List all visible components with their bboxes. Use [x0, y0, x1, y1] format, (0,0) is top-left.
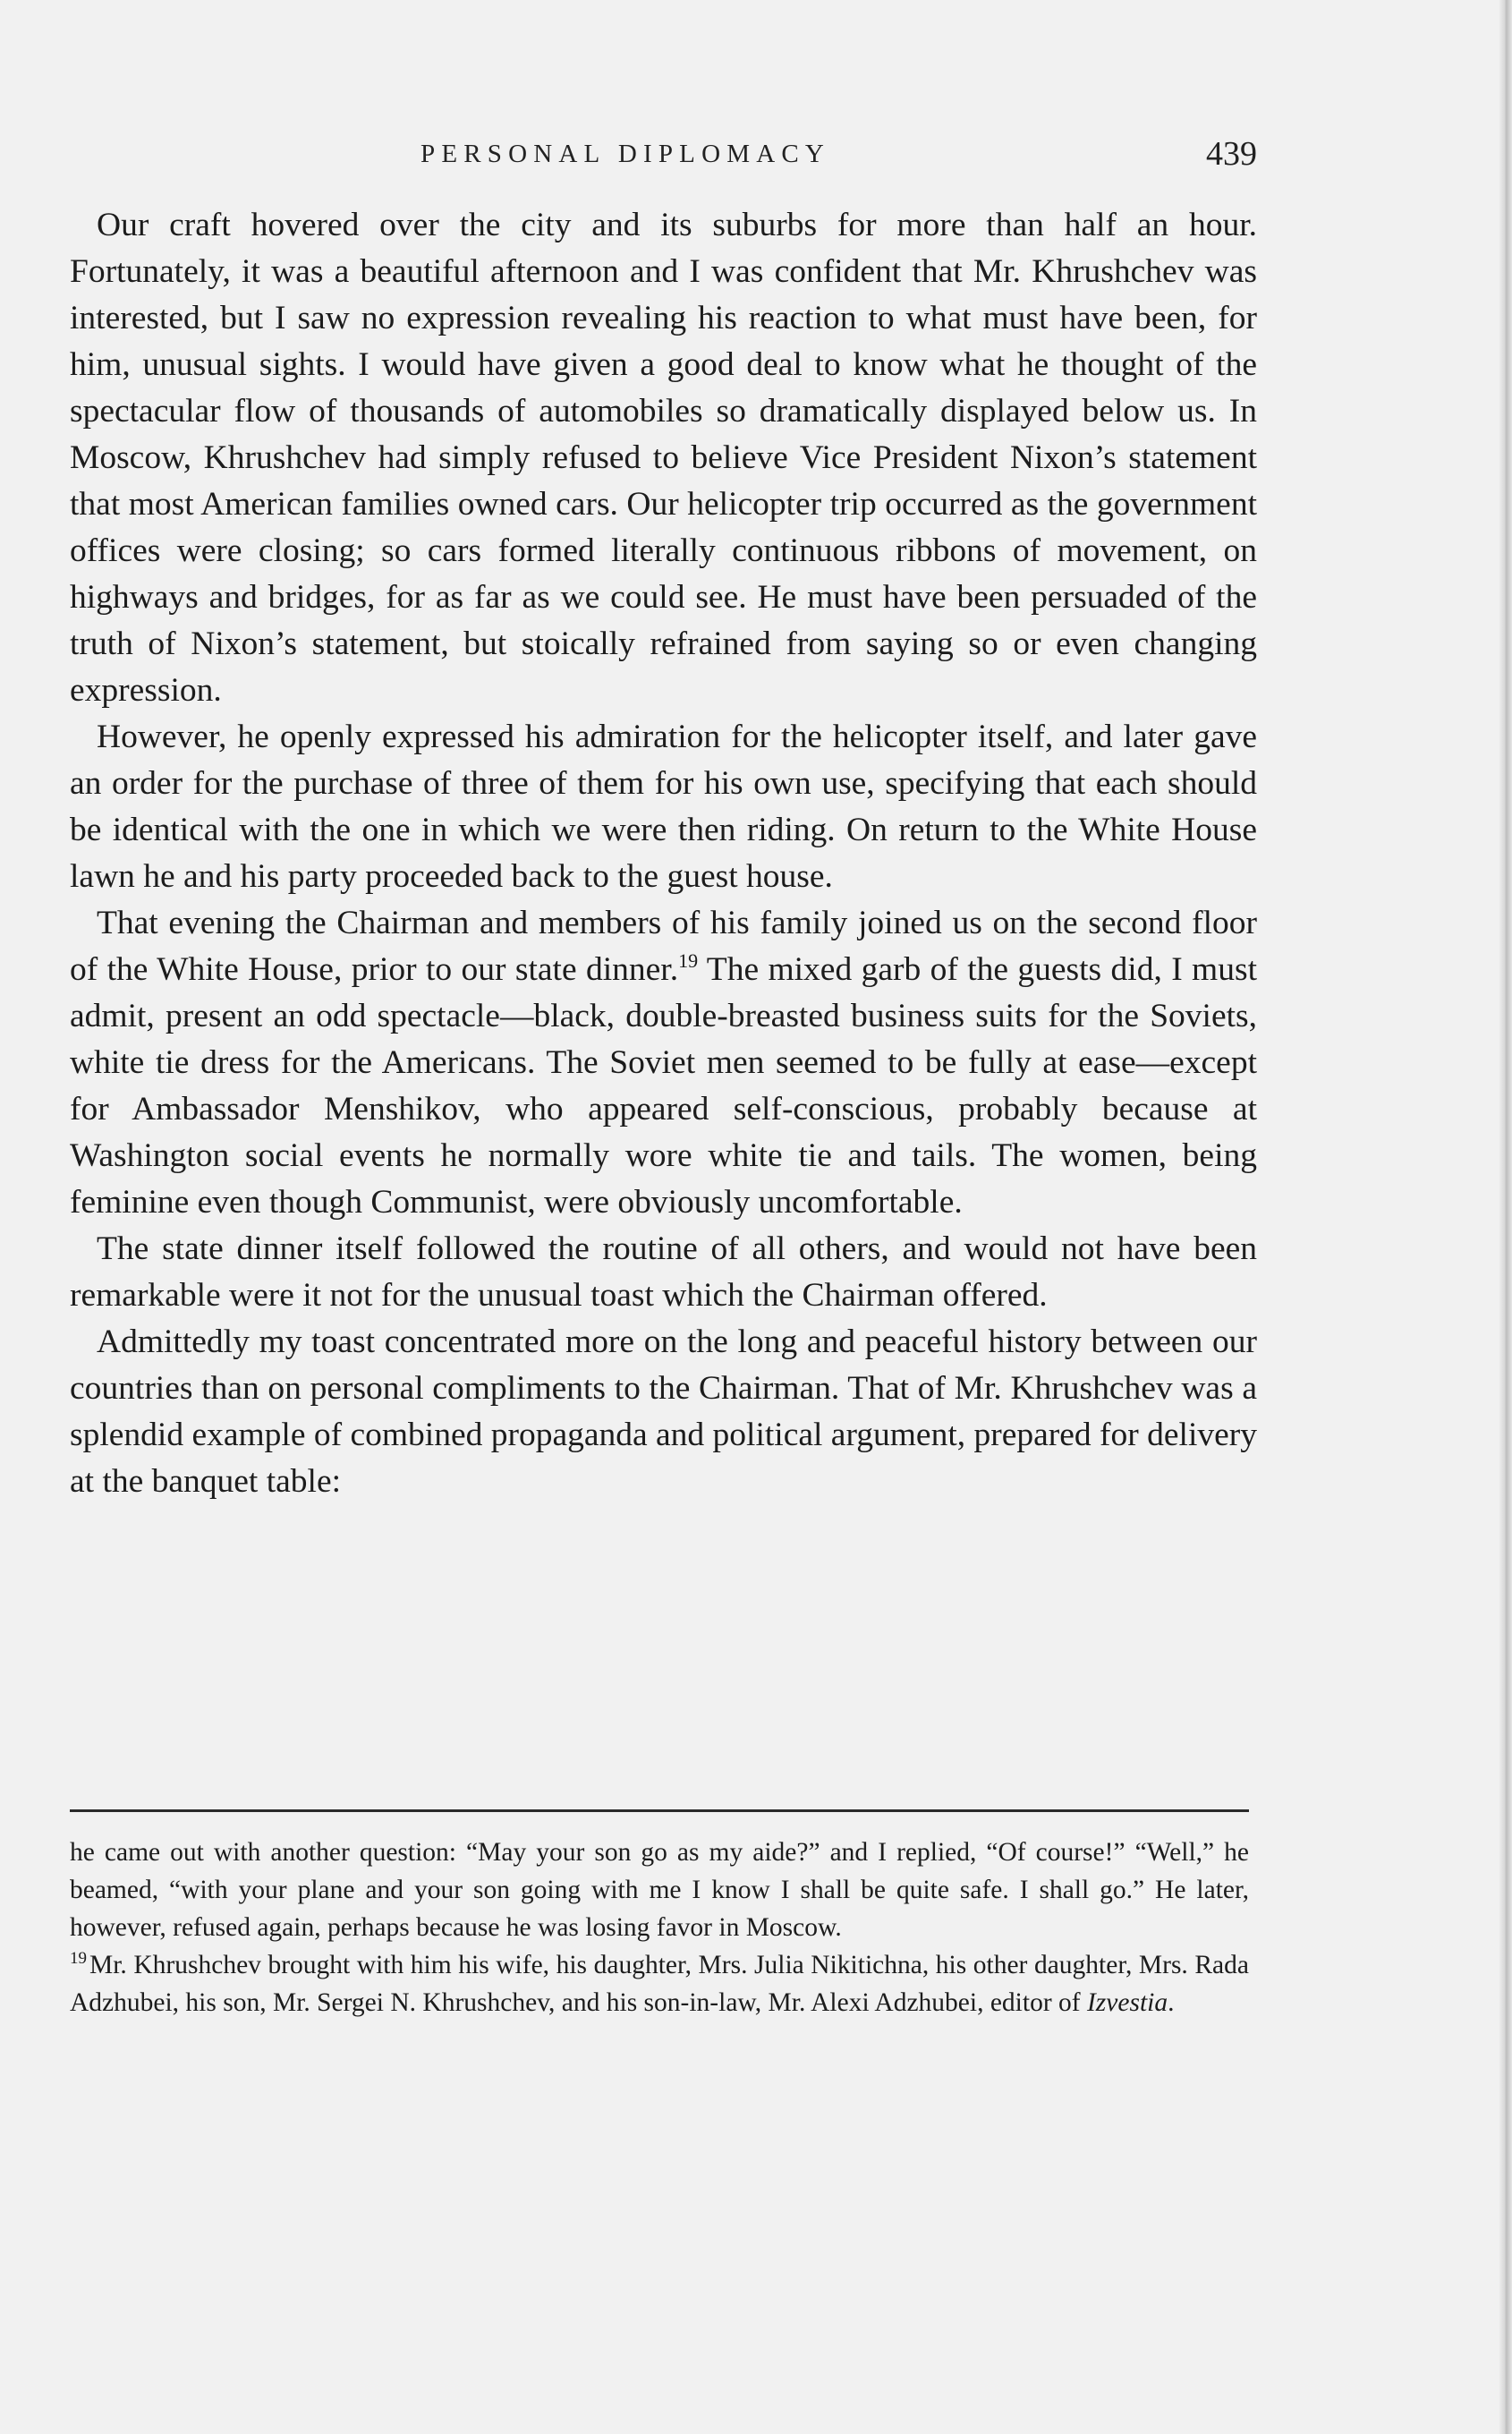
- paragraph-evening-guests: [70, 900, 1257, 1226]
- footnote-continued: he came out with another question: “May your son go as my aide?” and I replied, “Of course!” “Well,” he beamed, “with your plane and your son going with me I know I shall be quite safe. I shall go.” He later, however, refused again, perhaps because he was losing favor in Moscow.: [70, 1838, 1249, 1942]
- paragraph-helicopter-flight: Our craft hovered over the city and its suburbs for more than half an hour. Fortunately, it was a beautiful afternoon and I was confident that Mr. Khrushchev was interested, but I saw no expression revealing his reaction to what must have been, for him, unusual sights. I would have given a good deal to know what he thought of the spectacular flow of thousands of automobiles so dramatically displayed below us. In Moscow, Khrushchev had simply refused to believe Vice President Nixon’s statement that most American families owned cars. Our helicopter trip occurred as the government offices were closing; so cars formed literally continuous ribbons of movement, on highways and bridges, for as far as we could see. He must have been persuaded of the truth of Nixon’s statement, but stoically refrained from saying so or even changing expression.: [70, 207, 1257, 709]
- running-title: PERSONAL DIPLOMACY: [420, 140, 831, 168]
- paragraph-text: The mixed garb of the guests did, I must admit, present an odd spectacle—black, double-breasted business suits for the Soviets, white tie dress for the Americans. The Soviet men seemed to be fully at ease—except for Ambassador Menshikov, who appeared self-conscious, probably because at Washington social events he normally wore white tie and tails. The women, being feminine even though Communist, were obviously uncomfortable.: [70, 951, 1257, 1221]
- paragraph-helicopter-admiration: However, he openly expressed his admiration for the helicopter itself, and later gave an order for the purchase of three of them for his own use, specifying that each should be identical with the one in which we were then riding. On return to the White House lawn he and his party proceeded back to the guest house.: [70, 719, 1257, 895]
- footnote-reference: 19: [678, 949, 699, 972]
- footnote-end: .: [1168, 1988, 1175, 2017]
- footnote-text: Mr. Khrushchev brought with him his wife, his daughter, Mrs. Julia Nikitichna, his other daughter, Mrs. Rada Adzhubei, his son, Mr. Sergei N. Khrushchev, and his son-in-law, Mr. Alexi Adzhubei, editor of: [70, 1951, 1249, 2017]
- running-head: [70, 134, 1257, 179]
- page-edge: [1499, 0, 1512, 2434]
- footnote-number: 19: [70, 1949, 87, 1968]
- publication-title: Izvestia: [1086, 1988, 1168, 2017]
- paragraph-text: That evening the Chairman and members of his family joined us on the second floor of the White House, prior to our state dinner.: [70, 905, 1257, 988]
- body-text: [70, 202, 1257, 1505]
- paragraph-toast: Admittedly my toast concentrated more on the long and peaceful history between our countries than on personal compliments to the Chairman. That of Mr. Khrushchev was a splendid example of combined propaganda and political argument, prepared for delivery at the banquet table:: [70, 1323, 1257, 1500]
- footnote-19: [70, 1946, 1249, 2021]
- footnotes: [70, 1834, 1249, 2021]
- page-number: 439: [1206, 135, 1257, 173]
- footnote-divider: [70, 1809, 1249, 1812]
- paragraph-state-dinner: The state dinner itself followed the routine of all others, and would not have been remarkable were it not for the unusual toast which the Chairman offered.: [70, 1230, 1257, 1314]
